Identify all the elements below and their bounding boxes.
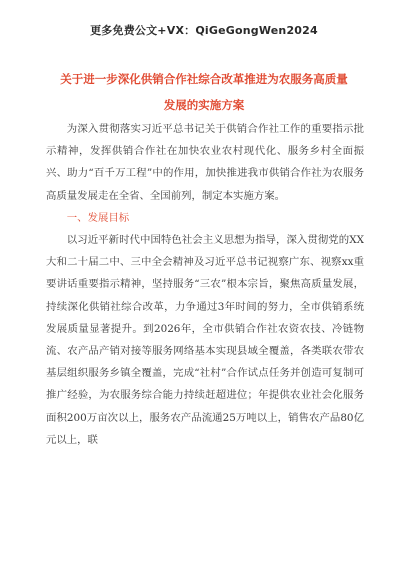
section-heading: 一、发展目标 bbox=[66, 211, 130, 224]
promo-banner: 更多免费公文+VX：QiGeGongWen2024 bbox=[90, 24, 318, 37]
document-title bbox=[40, 66, 368, 118]
intro-paragraph: 为深入贯彻落实习近平总书记关于供销合作社工作的重要指示批示精神，发挥供销合作社在加快农业农村现代化、服务乡村全面振兴、助力“百千万工程”中的作用，加快推进我市供销合作社为农服务高质量发展走在全省、全国前列，制定本实施方案。 bbox=[46, 123, 364, 202]
goals-paragraph: 以习近平新时代中国特色社会主义思想为指导，深入贯彻党的XX大和二十届二中、三中全会精神及习近平总书记视察广东、视察xx重要讲话重要指示精神，坚持服务“三农”根本宗旨，聚焦高质量发展，持续深化供销社综合改革，力争通过3年时间的努力，全市供销系统发展质量显著提升。到2026年，全市供销合作社农资农技、冷链物流、农产品产销对接等服务网络基本实现县域全覆盖，各类联农带农基层组织服务乡镇全覆盖，完成“社村”合作试点任务并创造可复制可推广经验，为农服务综合能力持续赶超进位；年提供农业社会化服务面积200万亩次以上，服务农产品流通25万吨以上，销售农产品80亿元以上，联 bbox=[46, 234, 364, 446]
document-body bbox=[46, 118, 364, 451]
title-line-2: 发展的实施方案 bbox=[163, 98, 245, 112]
title-line-1: 关于进一步深化供销合作社综合改革推进为农服务高质量 bbox=[60, 72, 348, 86]
